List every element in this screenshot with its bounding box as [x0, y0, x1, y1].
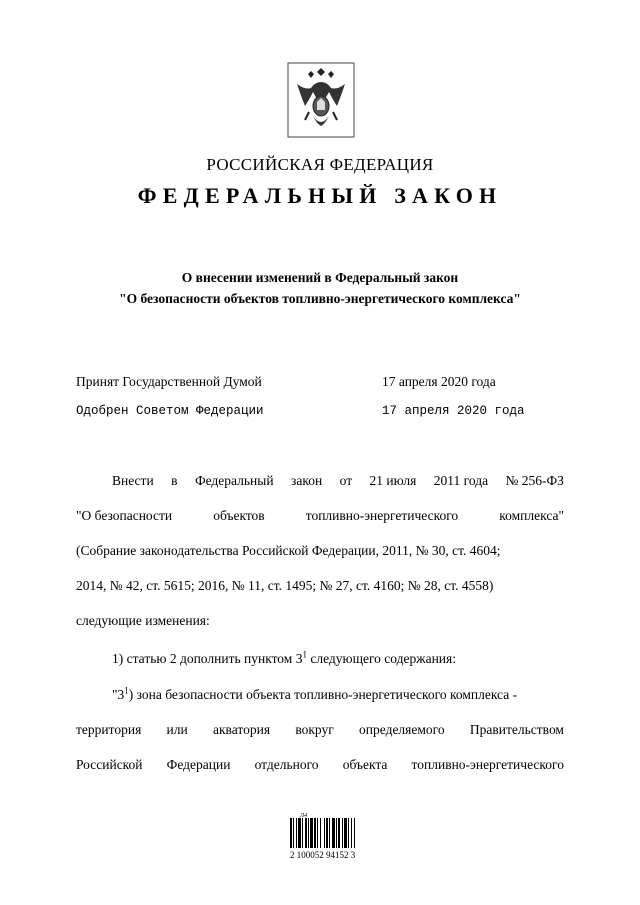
quoted-definition-line-2: территория или акватория вокруг определяемого Правительством: [76, 722, 564, 737]
coat-of-arms-emblem: [287, 62, 355, 138]
barcode-number: 2 100052 94152 3: [290, 850, 356, 860]
barcode-bar: [302, 818, 303, 848]
barcode-mark: Л4: [300, 813, 308, 819]
quoted-definition-line-1: "$3^1$) зона безопасности объекта топливно-энергетического комплекса -: [112, 685, 518, 702]
barcode-bar: [310, 818, 313, 848]
country-heading: РОССИЙСКАЯ ФЕДЕРАЦИЯ: [206, 155, 434, 174]
barcode-bar: [320, 818, 321, 848]
barcode-bar: [305, 818, 307, 848]
barcode-image: [290, 818, 368, 848]
approved-by-council-date: 17 апреля 2020 года: [382, 404, 525, 418]
adopted-by-duma-label: Принят Государственной Думой: [76, 374, 262, 389]
barcode-bar: [290, 818, 292, 848]
barcode-bar: [324, 818, 325, 848]
barcode-bar: [348, 818, 349, 848]
amendment-item-1: 1) статью 2 дополнить пунктом $3^1$ следующего содержания:: [112, 649, 456, 666]
body-line-4: 2014, № 42, ст. 5615; 2016, № 11, ст. 1495; № 27, ст. 4160; № 28, ст. 4558): [76, 578, 494, 593]
barcode-bar: [326, 818, 328, 848]
barcode-bar: [329, 818, 330, 848]
body-line-5: следующие изменения:: [76, 613, 210, 628]
law-title-line-2: "О безопасности объектов топливно-энергетического комплекса": [119, 291, 521, 306]
barcode-bar: [308, 818, 309, 848]
barcode-bar: [351, 818, 352, 848]
document-type-heading: ФЕДЕРАЛЬНЫЙ ЗАКОН: [137, 183, 503, 208]
body-line-3: (Собрание законодательства Российской Федерации, 2011, № 30, ст. 4604;: [76, 543, 501, 558]
approved-by-council-label: Одобрен Советом Федерации: [76, 404, 264, 418]
body-line-1: Внести в Федеральный закон от 21 июля 2011 года № 256-ФЗ: [112, 473, 564, 488]
barcode-bar: [314, 818, 316, 848]
law-title-line-1: О внесении изменений в Федеральный закон: [181, 270, 459, 285]
barcode-bar: [298, 818, 301, 848]
quoted-definition-line-3: Российской Федерации отдельного объекта топливно-энергетического: [76, 757, 564, 772]
adopted-by-duma-date: 17 апреля 2020 года: [382, 374, 496, 389]
barcode-bar: [338, 818, 340, 848]
body-line-2: "О безопасности объектов топливно-энергетического комплекса": [76, 508, 564, 523]
barcode-bar: [332, 818, 335, 848]
barcode-bar: [317, 818, 318, 848]
barcode-bar: [344, 818, 347, 848]
barcode-bar: [354, 818, 355, 848]
barcode-bar: [336, 818, 337, 848]
barcode-bar: [293, 818, 294, 848]
barcode-block: [290, 813, 368, 860]
barcode-bar: [296, 818, 297, 848]
barcode-bar: [342, 818, 343, 848]
